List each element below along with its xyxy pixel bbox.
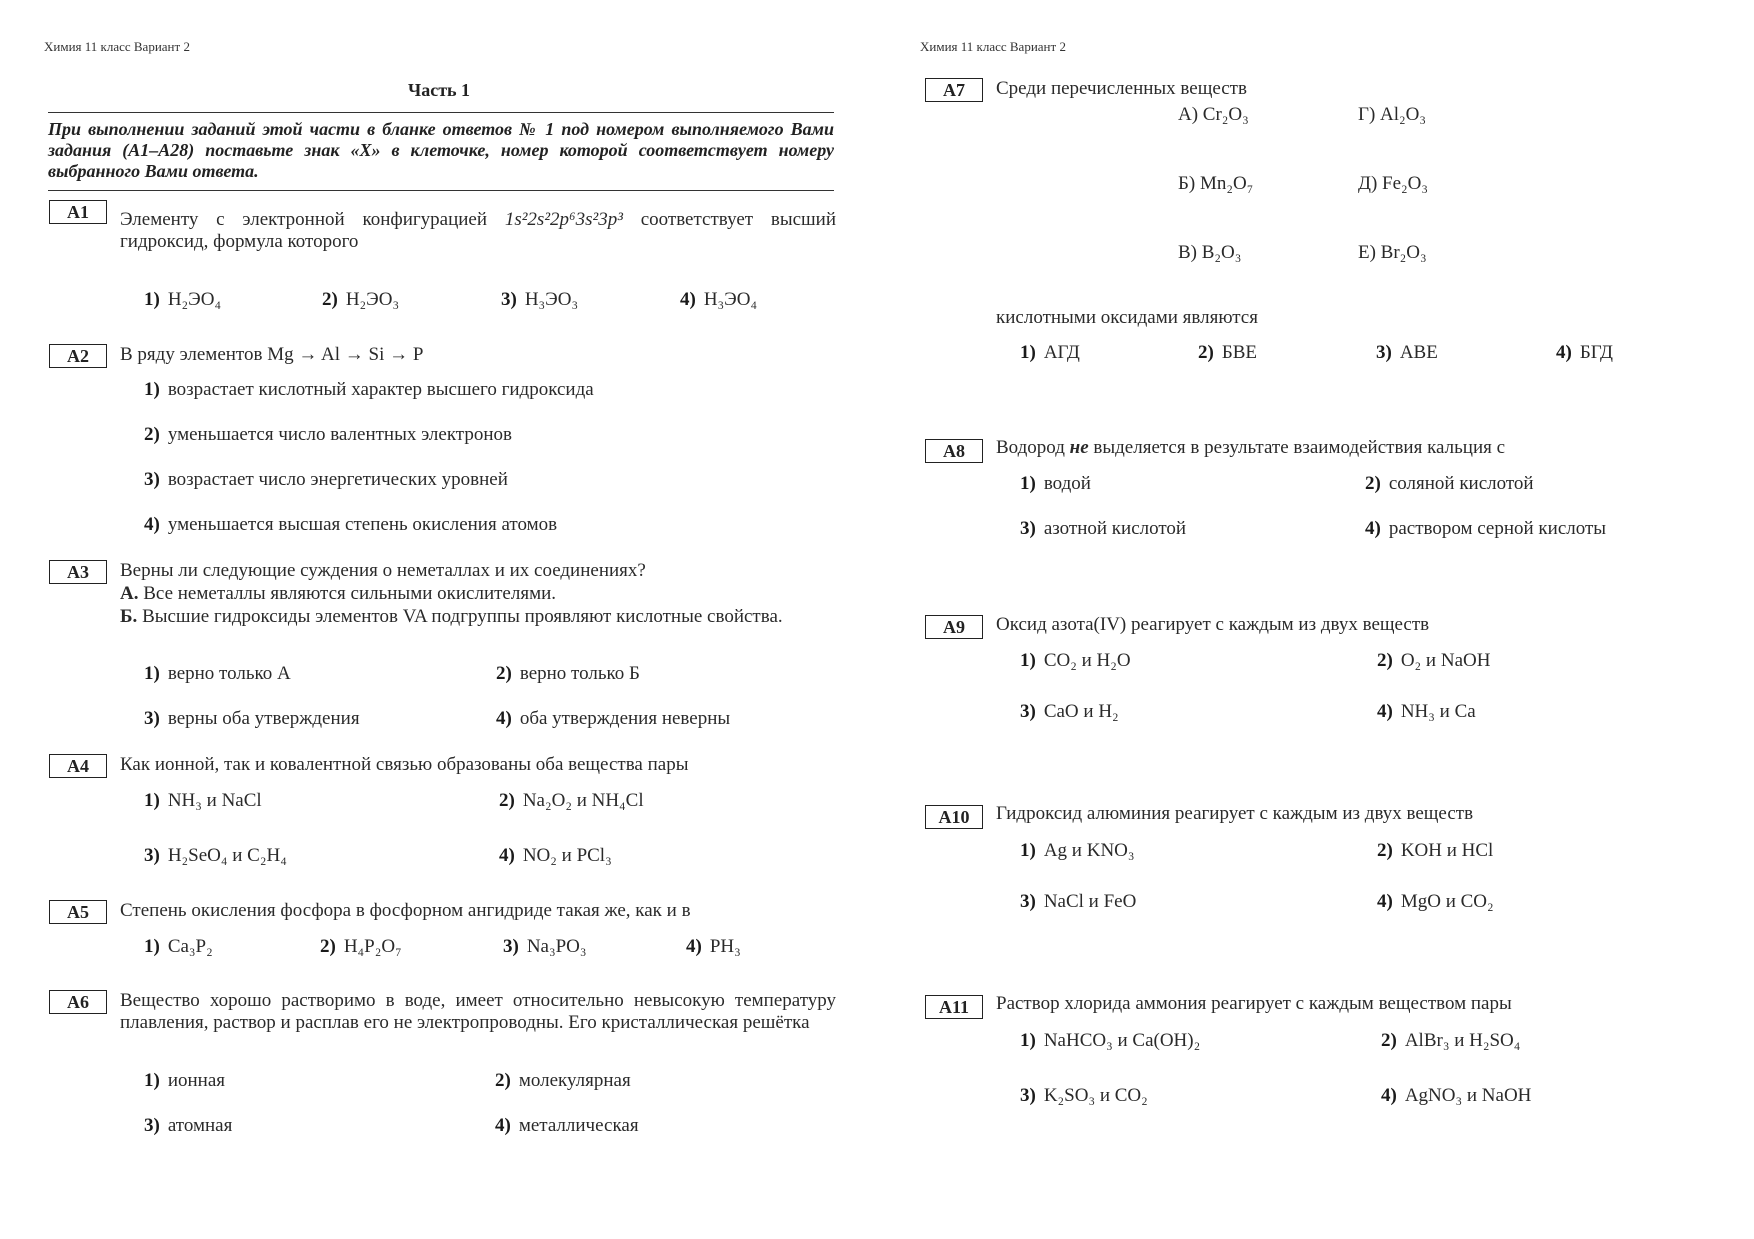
question-a4-text: Как ионной, так и ковалентной связью образованы оба вещества пары [120, 754, 689, 775]
question-label-a11: А11 [925, 995, 983, 1019]
page-header-right: Химия 11 класс Вариант 2 [920, 39, 1066, 54]
question-a10-text: Гидроксид алюминия реагирует с каждым из двух веществ [996, 803, 1474, 824]
a1-option-4[interactable]: 4) H₃ЭO₄ [680, 289, 758, 310]
part-title: Часть 1 [408, 80, 471, 100]
a5-option-4[interactable]: 4) PH₃ [686, 936, 741, 957]
a4-option-2[interactable]: 2) Na₂O₂ и NH₄Cl [499, 790, 644, 811]
question-a1-text: Элементу с электронной конфигурацией 1s²2s²2p⁶3s²3p³ соответствует высший гидроксид, формула которого [120, 209, 836, 252]
a2-option-2[interactable]: 2) уменьшается число валентных электронов [144, 424, 512, 445]
a11-option-3[interactable]: 3) K₂SO₃ и CO₂ [1020, 1085, 1148, 1106]
emphasis-ne: не [1069, 437, 1089, 458]
a7-option-3[interactable]: 3) АВЕ [1376, 342, 1438, 363]
question-label-a10: А10 [925, 805, 983, 829]
a1-option-2[interactable]: 2) H₂ЭO₃ [322, 289, 400, 310]
electron-config: 1s²2s²2p⁶3s²3p³ [504, 209, 623, 230]
a4-option-3[interactable]: 3) H₂SeO₄ и C₂H₄ [144, 845, 287, 866]
a7-option-2[interactable]: 2) БВЕ [1198, 342, 1258, 363]
a6-option-3[interactable]: 3) атомная [144, 1115, 233, 1136]
a8-option-1[interactable]: 1) водой [1020, 473, 1091, 494]
question-a6-text: Вещество хорошо растворимо в воде, имеет относительно невысокую температуру плавления, раствор и расплав его не электропроводны. Его кристаллическая решётка [120, 990, 836, 1033]
a5-option-3[interactable]: 3) Na₃PO₃ [503, 936, 587, 957]
a9-option-1[interactable]: 1) CO₂ и H₂O [1020, 650, 1131, 671]
question-a8-text: Водород не выделяется в результате взаимодействия кальция с [996, 437, 1506, 458]
a9-option-2[interactable]: 2) O₂ и NaOH [1377, 650, 1491, 671]
a6-option-2[interactable]: 2) молекулярная [495, 1070, 631, 1091]
a3-option-4[interactable]: 4) оба утверждения неверны [496, 708, 731, 729]
a9-option-4[interactable]: 4) NH₃ и Ca [1377, 701, 1476, 722]
question-a5-text: Степень окисления фосфора в фосфорном ангидриде такая же, как и в [120, 900, 691, 921]
instructions: При выполнении заданий этой части в бланке ответов № 1 под номером выполняемого Вами задания (А1–А28) поставьте знак «Х» в клеточке, номер которой соответствует номеру выбранного Вами ответа. [48, 112, 834, 191]
a7-option-1[interactable]: 1) АГД [1020, 342, 1080, 363]
substance-b: Б) Mn₂O₇ [1178, 173, 1254, 194]
a8-option-3[interactable]: 3) азотной кислотой [1020, 518, 1187, 539]
a3-option-3[interactable]: 3) верны оба утверждения [144, 708, 360, 729]
a5-option-2[interactable]: 2) H₄P₂O₇ [320, 936, 402, 957]
a2-option-3[interactable]: 3) возрастает число энергетических уровней [144, 469, 508, 490]
question-label-a4: А4 [49, 754, 107, 778]
a8-option-4[interactable]: 4) раствором серной кислоты [1365, 518, 1607, 539]
a2-option-4[interactable]: 4) уменьшается высшая степень окисления атомов [144, 514, 558, 535]
statement-a: А. Все неметаллы являются сильными окислителями. [120, 583, 557, 604]
substance-g: Г) Al₂O₃ [1358, 104, 1427, 125]
a1-option-3[interactable]: 3) H₃ЭO₃ [501, 289, 579, 310]
substance-v: В) B₂O₃ [1178, 242, 1242, 263]
a6-option-4[interactable]: 4) металлическая [495, 1115, 639, 1136]
a2-option-1[interactable]: 1) возрастает кислотный характер высшего гидроксида [144, 379, 594, 400]
question-label-a5: А5 [49, 900, 107, 924]
a6-option-1[interactable]: 1) ионная [144, 1070, 226, 1091]
a9-option-3[interactable]: 3) CaO и H₂ [1020, 701, 1119, 722]
question-label-a9: А9 [925, 615, 983, 639]
question-label-a3: А3 [49, 560, 107, 584]
a5-option-1[interactable]: 1) Ca₃P₂ [144, 936, 213, 957]
question-a7-text2: кислотными оксидами являются [996, 307, 1258, 328]
a11-option-1[interactable]: 1) NaHCO₃ и Ca(OH)₂ [1020, 1030, 1201, 1051]
a10-option-2[interactable]: 2) KOH и HCl [1377, 840, 1494, 861]
a10-option-4[interactable]: 4) MgO и CO₂ [1377, 891, 1494, 912]
a11-option-4[interactable]: 4) AgNO₃ и NaOH [1381, 1085, 1532, 1106]
question-label-a7: А7 [925, 78, 983, 102]
a10-option-1[interactable]: 1) Ag и KNO₃ [1020, 840, 1135, 861]
question-a7-text: Среди перечисленных веществ [996, 78, 1247, 99]
a3-option-1[interactable]: 1) верно только А [144, 663, 291, 684]
page-header-left: Химия 11 класс Вариант 2 [44, 39, 190, 54]
a7-option-4[interactable]: 4) БГД [1556, 342, 1614, 363]
a1-option-1[interactable]: 1) H₂ЭO₄ [144, 289, 222, 310]
question-label-a1: А1 [49, 200, 107, 224]
a4-option-4[interactable]: 4) NO₂ и PCl₃ [499, 845, 612, 866]
question-a9-text: Оксид азота(IV) реагирует с каждым из двух веществ [996, 614, 1430, 635]
a11-option-2[interactable]: 2) AlBr₃ и H₂SO₄ [1381, 1030, 1521, 1051]
statement-b: Б. Высшие гидроксиды элементов VA подгруппы проявляют кислотные свойства. [120, 606, 783, 627]
a8-option-2[interactable]: 2) соляной кислотой [1365, 473, 1534, 494]
question-label-a8: А8 [925, 439, 983, 463]
question-a3-text: Верны ли следующие суждения о неметаллах и их соединениях? [120, 560, 646, 581]
question-label-a6: А6 [49, 990, 107, 1014]
a10-option-3[interactable]: 3) NaCl и FeO [1020, 891, 1137, 912]
a4-option-1[interactable]: 1) NH₃ и NaCl [144, 790, 262, 811]
substance-a: А) Cr₂O₃ [1178, 104, 1249, 125]
question-a2-text: В ряду элементов Mg → Al → Si → P [120, 344, 424, 365]
question-label-a2: А2 [49, 344, 107, 368]
a3-option-2[interactable]: 2) верно только Б [496, 663, 640, 684]
substance-e: Е) Br₂O₃ [1358, 242, 1427, 263]
question-a11-text: Раствор хлорида аммония реагирует с каждым веществом пары [996, 993, 1512, 1014]
substance-d: Д) Fe₂O₃ [1358, 173, 1429, 194]
